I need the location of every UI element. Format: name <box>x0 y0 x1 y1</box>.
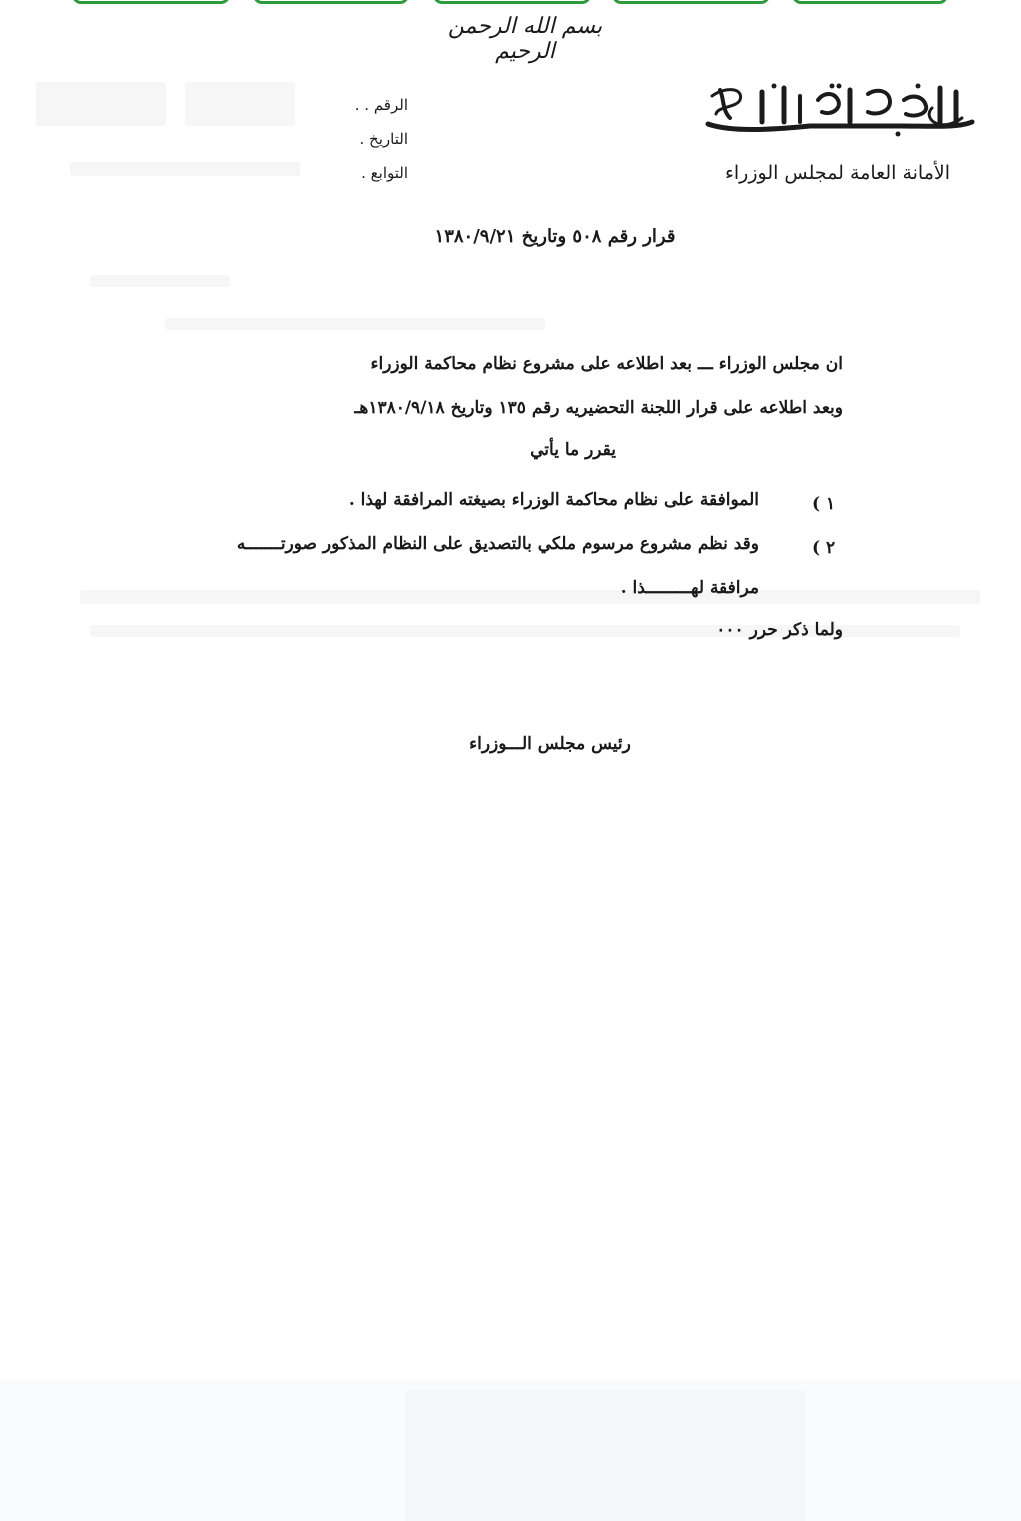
tab-4[interactable] <box>612 0 770 4</box>
bismillah-heading: بسم الله الرحمن الرحيم <box>447 14 603 64</box>
show-through-mark <box>70 162 300 176</box>
item-1-number: ١ ) <box>812 494 836 514</box>
date-label: التاريخ . <box>359 130 408 148</box>
closing-line: ولما ذكر حرر ٠٠٠ <box>716 620 843 640</box>
secretariat-caption: الأمانة العامة لمجلس الوزراء <box>724 162 950 184</box>
show-through-mark <box>185 82 295 126</box>
item-2-number: ٢ ) <box>812 538 836 558</box>
item-2-text: وقد نظم مشروع مرسوم ملكي بالتصديق على النظام المذكور صورتـــــــه <box>236 534 759 554</box>
signature-title: رئيس مجلس الـــوزراء <box>469 734 631 754</box>
show-through-mark <box>36 82 166 126</box>
tab-3[interactable] <box>433 0 591 4</box>
decree-line-2: وبعد اطلاعه على قرار اللجنة التحضيريه رقم ١٣٥ وتاريخ ١٣٨٠/٩/١٨هـ <box>354 398 843 418</box>
tab-1[interactable] <box>72 0 230 4</box>
decree-line-3: يقرر ما يأتي <box>530 440 616 460</box>
scan-background-patch <box>405 1390 805 1521</box>
tab-5[interactable] <box>792 0 948 4</box>
attachments-label: التوابع . <box>361 164 408 182</box>
show-through-mark <box>165 318 545 330</box>
reference-meta <box>330 88 408 190</box>
decree-line-1: ان مجلس الوزراء ـــ بعد اطلاعه على مشروع نظام محاكمة الوزراء <box>370 354 843 374</box>
decree-title: قرار رقم ٥٠٨ وتاريخ ١٣٨٠/٩/٢١ <box>434 226 676 247</box>
item-1-text: الموافقة على نظام محاكمة الوزراء بصيغته المرافقة لهذا . <box>348 490 759 510</box>
show-through-mark <box>90 275 230 287</box>
number-label: الرقم . . <box>354 96 408 114</box>
show-through-mark <box>80 590 980 604</box>
calligraphy-logo <box>700 78 978 140</box>
item-2-continuation: مرافقة لهـــــــــذا . <box>620 578 759 598</box>
tab-2[interactable] <box>253 0 409 4</box>
top-tab-strip <box>0 0 1021 8</box>
